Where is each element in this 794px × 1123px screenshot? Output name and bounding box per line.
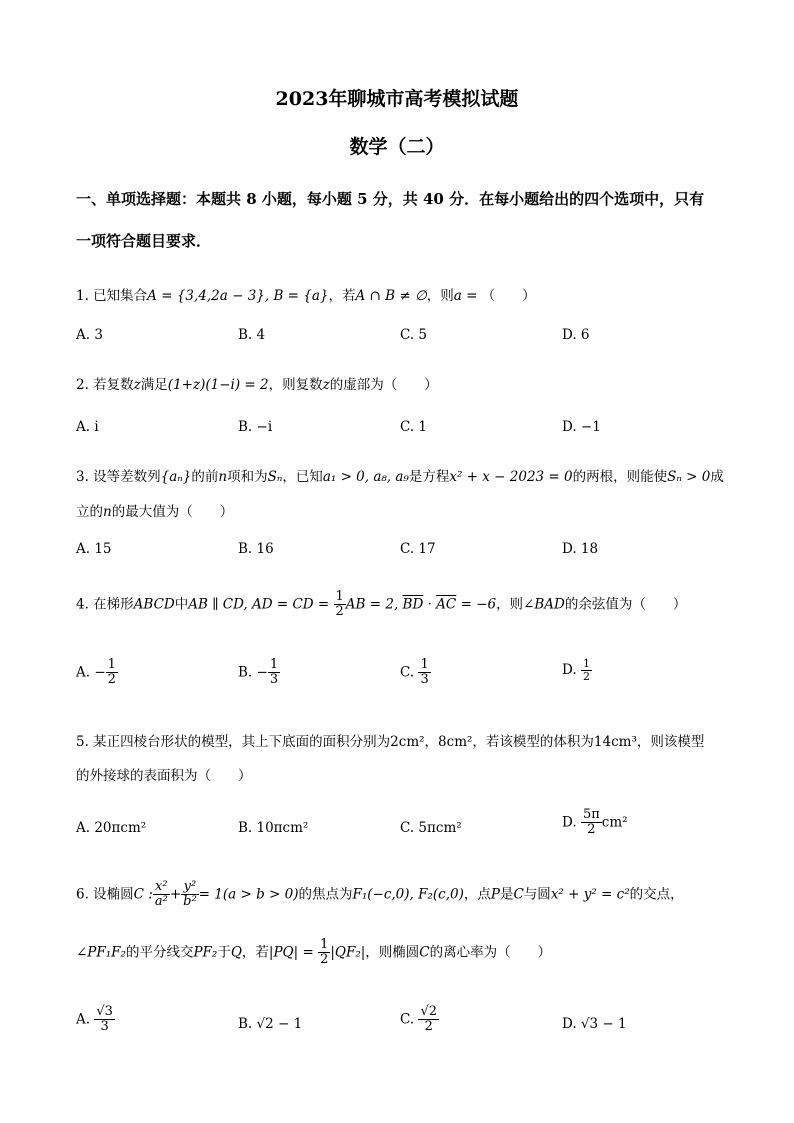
q6-text-f: 的交点， [629, 886, 684, 903]
q6-opt-c-den: 2 [424, 1019, 433, 1035]
question-6-stem-line2 [76, 938, 736, 968]
q3-math-e: x² + x − 2023 = 0 [449, 469, 573, 485]
q5-opt-d-label: D. [562, 814, 577, 831]
q4-vector-bd: $\overline{BD}$ [402, 596, 424, 613]
question-4-stem: 4. 在梯形ABCD中AB ∥ CD, AD = CD = $\frac{1}{2}$ AB = 2, $\overline{BD} \cdot \overline{AC} = -6$，则∠BAD的余弦值为（ ） [76, 589, 687, 620]
q1-option-a[interactable]: A. 3 [76, 327, 103, 343]
q5-option-d[interactable] [562, 808, 628, 838]
q4-math-c: ∠BAD [523, 596, 565, 613]
section-heading-line1: 一、单项选择题：本题共 8 小题，每小题 5 分，共 40 分．在每小题给出的四个选项中，只有 [76, 190, 705, 208]
q1-text-b: ，若 [328, 288, 356, 304]
q4-math-b2: AB = 2, [345, 596, 403, 613]
q3-text-e: 是方程 [408, 469, 450, 485]
q3-math-f: Sₙ > 0 [667, 469, 711, 485]
q3-text-i: 的最大值为（ ） [111, 504, 234, 520]
q4-opt-c-num: 1 [420, 657, 429, 672]
question-6-stem-line1 [76, 880, 736, 910]
q6-text-c: ，点 [463, 886, 491, 903]
q5-opt-d-unit: cm² [601, 814, 628, 831]
q3-text-h: 立的 [76, 504, 103, 520]
q4-math-b1: AB ∥ CD, AD = CD = [188, 596, 334, 613]
q6-frac1-num: x² [153, 880, 170, 895]
q6-fraction-x [153, 880, 170, 910]
q5-opt-d-num: 5π [582, 807, 600, 822]
q3-math-g: n [103, 504, 112, 520]
q5-opt-d-fraction [581, 808, 602, 838]
q2-option-c[interactable]: C. 1 [400, 419, 428, 435]
q5-option-b[interactable]: B. 10πcm² [238, 820, 309, 836]
q6-text-b: 的焦点为 [298, 886, 353, 903]
q6-text-a: 6. 设椭圆 [76, 886, 134, 903]
q3-math-c: Sₙ [267, 469, 283, 485]
q3-text-f: 的两根，则能使 [572, 469, 668, 485]
q2-text-a: 2. 若复数 [76, 377, 134, 393]
q6-opt-c-num: √2 [420, 1004, 437, 1019]
q5-option-a[interactable]: A. 20πcm² [76, 820, 147, 836]
q4-fraction [334, 590, 346, 620]
exam-subtitle: 数学（二） [349, 136, 445, 158]
q5-option-c[interactable]: C. 5πcm² [400, 820, 462, 836]
q6-text-j: ，则椭圆 [365, 944, 420, 961]
section-heading-line2: 一项符合题目要求． [76, 232, 212, 250]
q1-math-c: a [453, 288, 462, 304]
q4-option-a[interactable] [76, 658, 118, 688]
q6-opt-a-fraction [94, 1005, 115, 1035]
q4-opt-b-den: 3 [269, 672, 279, 688]
q6-option-a[interactable] [76, 1005, 115, 1035]
q6-math-f: x² + y² = c² [550, 886, 630, 903]
q2-option-d[interactable]: D. −1 [562, 419, 601, 435]
q5-opt-d-den: 2 [587, 822, 596, 838]
q5-text-c: ，若该模型的体积为 [472, 734, 594, 750]
q4-text-a: 4. 在梯形 [76, 596, 134, 613]
q3-text-a: 3. 设等差数列 [76, 469, 161, 485]
q4-option-b[interactable] [238, 658, 280, 688]
q4-opt-d-fraction [581, 658, 592, 683]
q2-text-c: ，则复数 [268, 377, 323, 393]
question-3-stem-line1 [76, 465, 736, 485]
q4-opt-d-den: 2 [582, 670, 590, 684]
q6-option-d[interactable]: D. √3 − 1 [562, 1016, 627, 1032]
q5-text-d: ，则该模型 [636, 734, 705, 750]
q2-option-a[interactable]: A. i [76, 419, 99, 435]
q4-opt-b-fraction [268, 658, 280, 688]
q4-opt-a-fraction [106, 658, 118, 688]
q6-plus: + [169, 886, 182, 903]
q4-opt-d-num: 1 [582, 657, 590, 670]
q5-value-c: 14cm³ [593, 734, 637, 750]
q4-math-a: ABCD [133, 596, 175, 613]
q4-opt-a-den: 2 [107, 672, 116, 688]
q6-math-c: F₁(−c,0), F₂(c,0) [352, 886, 464, 903]
q1-option-d[interactable]: D. 6 [562, 327, 590, 343]
q4-option-c[interactable] [400, 658, 431, 688]
q4-vector-ac: $\overline{AC}$ [436, 596, 457, 613]
q3-option-b[interactable]: B. 16 [238, 541, 274, 557]
q3-text-g: 成 [710, 469, 724, 485]
q4-frac-num: 1 [335, 589, 344, 604]
q2-math-a: z [133, 377, 141, 393]
q6-math-j: |PQ| = [268, 944, 319, 961]
q2-option-b[interactable]: B. −i [238, 419, 273, 435]
q2-math-c: z [322, 377, 330, 393]
q4-text-c: ，则 [496, 596, 524, 613]
q2-text-b: 满足 [140, 377, 168, 393]
q5-text-a: 5. 某正四棱台形状的模型，其上下底面的面积分别为 [76, 734, 391, 750]
q6-fraction-half [318, 938, 330, 968]
q4-text-b: 中 [174, 596, 189, 613]
q4-opt-c-den: 3 [420, 672, 429, 688]
q6-math-g: ∠PF₁F₂ [76, 944, 126, 961]
q6-opt-a-den: 3 [100, 1019, 109, 1035]
q6-text-d: 是 [499, 886, 514, 903]
q6-frac2-den: b² [183, 894, 197, 910]
q4-math-b3: = −6 [456, 596, 497, 613]
q1-option-c[interactable]: C. 5 [400, 327, 428, 343]
q3-option-c[interactable]: C. 17 [400, 541, 436, 557]
q6-frac1-den: a² [154, 894, 168, 910]
q1-option-b[interactable]: B. 4 [238, 327, 266, 343]
q6-math-h: PF₂ [193, 944, 218, 961]
q4-opt-a-label: A. [76, 664, 91, 681]
q6-option-c[interactable] [400, 1005, 439, 1035]
question-1-stem [76, 284, 736, 304]
q6-text-k: 的离心率为（ ） [429, 944, 552, 961]
q4-opt-b-sign: − [256, 664, 268, 681]
q4-frac-den: 2 [335, 604, 344, 620]
q6-half-den: 2 [320, 952, 329, 968]
q6-text-g: 的平分线交 [125, 944, 194, 961]
q6-half-num: 1 [320, 937, 329, 952]
q6-frac2-num: y² [181, 880, 199, 895]
q3-option-a[interactable]: A. 15 [76, 541, 112, 557]
q4-text-d: 的余弦值为（ ） [564, 596, 687, 613]
q3-option-d[interactable]: D. 18 [562, 541, 599, 557]
q4-opt-a-sign: − [94, 664, 106, 681]
q4-opt-b-label: B. [238, 664, 253, 681]
q3-math-b: n [218, 469, 228, 485]
q4-opt-d-label: D. [562, 662, 577, 679]
q6-math-d: P [490, 886, 500, 903]
question-5-stem-line1 [76, 730, 736, 750]
q6-math-k: |QF₂| [330, 944, 366, 961]
question-3-stem-line2 [76, 500, 736, 520]
q3-text-d: ，已知 [282, 469, 323, 485]
q6-opt-c-fraction [418, 1005, 439, 1035]
q6-math-a: C : [133, 886, 153, 903]
q5-value-a: 2cm² [390, 734, 425, 750]
q4-opt-a-num: 1 [107, 657, 116, 672]
q6-text-i: ，若 [241, 944, 269, 961]
q3-math-d: a₁ > 0, a₈, a₉ [322, 469, 409, 485]
q3-text-c: 项和为 [227, 469, 268, 485]
q6-math-b: = 1(a > b > 0) [198, 886, 299, 903]
q6-opt-a-num: √3 [96, 1004, 113, 1019]
q1-text-a: 1. 已知集合 [76, 288, 148, 304]
exam-title: 2023年聊城市高考模拟试题 [275, 88, 519, 110]
q3-text-b: 的前 [191, 469, 219, 485]
q4-opt-b-num: 1 [269, 657, 279, 672]
q4-option-d[interactable] [562, 658, 592, 683]
q6-text-h: 于 [217, 944, 231, 961]
q6-fraction-y [181, 880, 199, 910]
q4-opt-c-fraction [418, 658, 430, 688]
q1-text-c: ，则 [426, 288, 454, 304]
q1-math-b: A ∩ B ≠ ∅ [355, 288, 427, 304]
q6-opt-c-label: C. [400, 1011, 415, 1028]
q6-math-i: Q [230, 944, 242, 961]
q6-option-b[interactable]: B. √2 − 1 [238, 1016, 303, 1032]
question-2-stem [76, 373, 736, 393]
q3-math-a: {aₙ} [160, 469, 192, 485]
q2-math-b: (1+z)(1−i) = 2 [167, 377, 269, 393]
q6-math-e: C [513, 886, 524, 903]
q6-text-e: 与圆 [523, 886, 551, 903]
q6-math-l: C [419, 944, 430, 961]
q2-text-d: 的虚部为（ ） [329, 377, 438, 393]
q1-text-d: = （ ） [461, 288, 536, 304]
question-5-stem-line2: 的外接球的表面积为（ ） [76, 768, 252, 784]
q5-value-b: 8cm² [438, 734, 473, 750]
q1-math-a: A = {3,4,2a − 3}, B = {a} [147, 288, 329, 304]
q6-opt-a-label: A. [76, 1011, 91, 1028]
q4-opt-c-label: C. [400, 664, 415, 681]
q5-text-b: ， [424, 734, 439, 750]
